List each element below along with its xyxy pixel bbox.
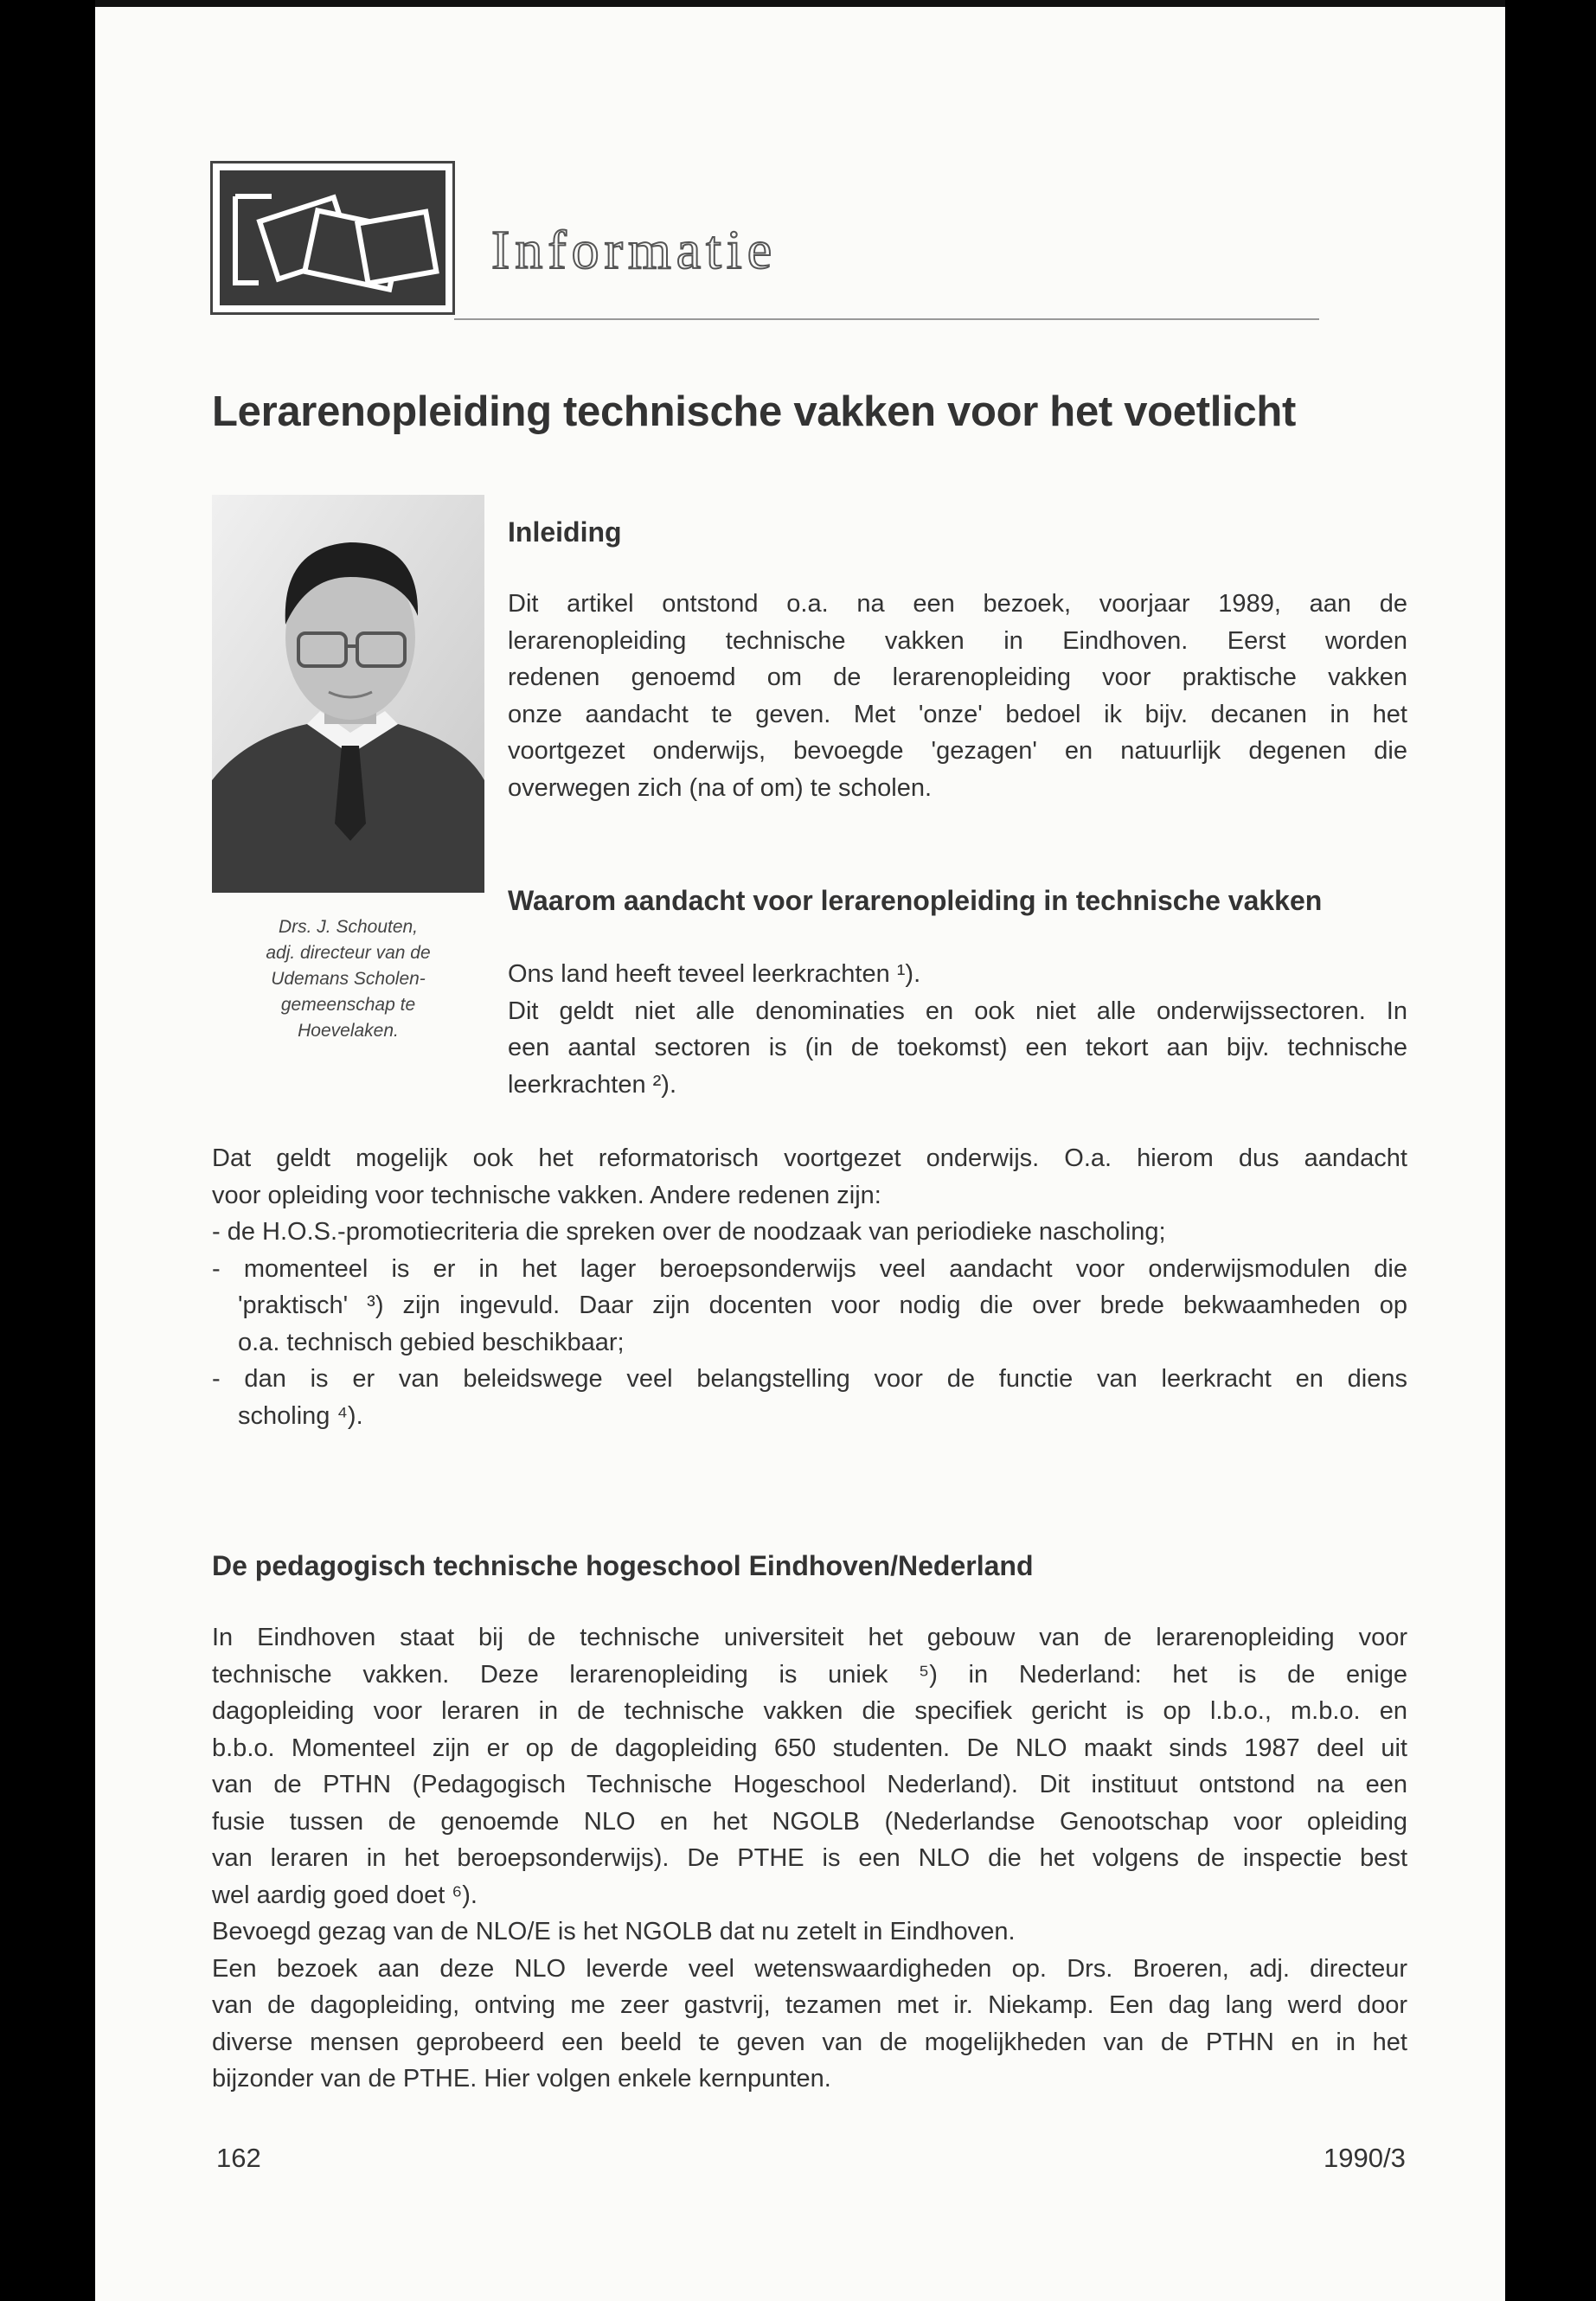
heading-waarom: Waarom aandacht voor lerarenopleiding in technische vakken xyxy=(508,885,1323,916)
text-line: voor opleiding voor technische vakken. Andere redenen zijn: xyxy=(212,1181,881,1209)
heading-pth: De pedagogisch technische hogeschool Eindhoven/Nederland xyxy=(212,1550,1034,1581)
text-line: technische vakken. Deze lerarenopleiding is uniek ⁵) in Nederland: het is de enige xyxy=(212,1660,1407,1689)
text-line: Dit geldt niet alle denominaties en ook niet alle onderwijssectoren. In xyxy=(508,997,1407,1025)
paragraph-andere-redenen xyxy=(212,1140,1407,1434)
text-line: Dit artikel ontstond o.a. na een bezoek, voorjaar 1989, aan de xyxy=(508,590,1407,618)
bullet-continuation: 'praktisch' ³) zijn ingevuld. Daar zijn docenten voor nodig die over brede bekwaamheden op xyxy=(238,1292,1407,1319)
page-top-border xyxy=(95,0,1505,7)
text-line: voortgezet onderwijs, bevoegde 'gezagen' en natuurlijk degenen die xyxy=(508,737,1407,765)
bullet-item: - dan is er van beleidswege veel belangstelling voor de functie van leerkracht en diens xyxy=(212,1365,1407,1393)
document-page xyxy=(95,0,1505,2301)
text-line: dagopleiding voor leraren in de technische vakken die specifiek gericht is op l.b.o., m.b.o. en xyxy=(212,1697,1407,1725)
scan-edge-left xyxy=(0,0,95,2301)
text-line: van leraren in het beroepsonderwijs). De PTHE is een NLO die het volgens de inspectie best xyxy=(212,1844,1407,1872)
text-line: redenen genoemd om de lerarenopleiding voor praktische vakken xyxy=(508,663,1407,691)
text-line: diverse mensen geprobeerd een beeld te geven van de mogelijkheden van de PTHN en in het xyxy=(212,2028,1407,2056)
text-line: lerarenopleiding technische vakken in Eindhoven. Eerst worden xyxy=(508,626,1407,655)
text-line: een aantal sectoren is (in de toekomst) een tekort aan bijv. technische xyxy=(508,1034,1407,1061)
text-line: leerkrachten ²). xyxy=(508,1070,677,1099)
section-header-title: Informatie xyxy=(491,219,778,280)
text-line: fusie tussen de genoemde NLO en het NGOLB (Nederlandse Genootschap voor opleiding xyxy=(212,1807,1407,1836)
header-divider xyxy=(454,318,1319,320)
caption-line: Udemans Scholen- xyxy=(271,969,426,989)
text-line: Een bezoek aan deze NLO leverde veel wetenswaardigheden op. Drs. Broeren, adj. directeur xyxy=(212,1954,1407,1983)
page-number: 162 xyxy=(216,2143,261,2173)
paragraph-pth xyxy=(212,1619,1407,2098)
caption-line: Drs. J. Schouten, xyxy=(278,917,419,937)
caption-line: gemeenschap te xyxy=(280,995,416,1015)
informatie-logo xyxy=(210,161,455,315)
text-line: wel aardig goed doet ⁶). xyxy=(212,1881,478,1909)
text-line: Ons land heeft teveel leerkrachten ¹). xyxy=(508,960,921,988)
paragraph-inleiding xyxy=(508,586,1407,806)
paragraph-waarom xyxy=(508,956,1407,1103)
bullet-continuation: o.a. technisch gebied beschikbaar; xyxy=(238,1328,625,1356)
text-line: van de dagopleiding, ontving me zeer gastvrij, tezamen met ir. Niekamp. Een dag lang werd door xyxy=(212,1991,1407,2019)
bullet-item: - de H.O.S.-promotiecriteria die spreken over de noodzaak van periodieke nascholing; xyxy=(212,1218,1166,1246)
portrait-caption xyxy=(203,914,493,1044)
logo-background xyxy=(220,170,445,305)
author-portrait xyxy=(212,495,484,893)
bullet-continuation: scholing ⁴). xyxy=(238,1401,363,1430)
text-line: Dat geldt mogelijk ook het reformatorisch voortgezet onderwijs. O.a. hierom dus aandacht xyxy=(212,1144,1407,1172)
text-line: van de PTHN (Pedagogisch Technische Hogeschool Nederland). Dit instituut ontstond na een xyxy=(212,1771,1407,1798)
text-line: b.b.o. Momenteel zijn er op de dagopleiding 650 studenten. De NLO maakt sinds 1987 deel uit xyxy=(212,1734,1407,1762)
text-line: In Eindhoven staat bij de technische universiteit het gebouw van de lerarenopleiding voor xyxy=(212,1624,1407,1651)
cards-icon xyxy=(220,170,445,305)
text-line: overwegen zich (na of om) te scholen. xyxy=(508,773,933,802)
caption-line: Hoevelaken. xyxy=(298,1021,399,1041)
heading-inleiding: Inleiding xyxy=(508,516,622,548)
text-line: bijzonder van de PTHE. Hier volgen enkele kernpunten. xyxy=(212,2065,831,2093)
issue-number: 1990/3 xyxy=(1324,2143,1406,2173)
scan-edge-right xyxy=(1505,0,1596,2301)
text-line: Bevoegd gezag van de NLO/E is het NGOLB dat nu zetelt in Eindhoven. xyxy=(212,1918,1016,1945)
caption-line: adj. directeur van de xyxy=(266,943,431,963)
bullet-item: - momenteel is er in het lager beroepsonderwijs veel aandacht voor onderwijsmodulen die xyxy=(212,1254,1407,1283)
text-line: onze aandacht te geven. Met 'onze' bedoel ik bijv. decanen in het xyxy=(508,700,1407,728)
article-title: Lerarenopleiding technische vakken voor het voetlicht xyxy=(212,388,1297,435)
